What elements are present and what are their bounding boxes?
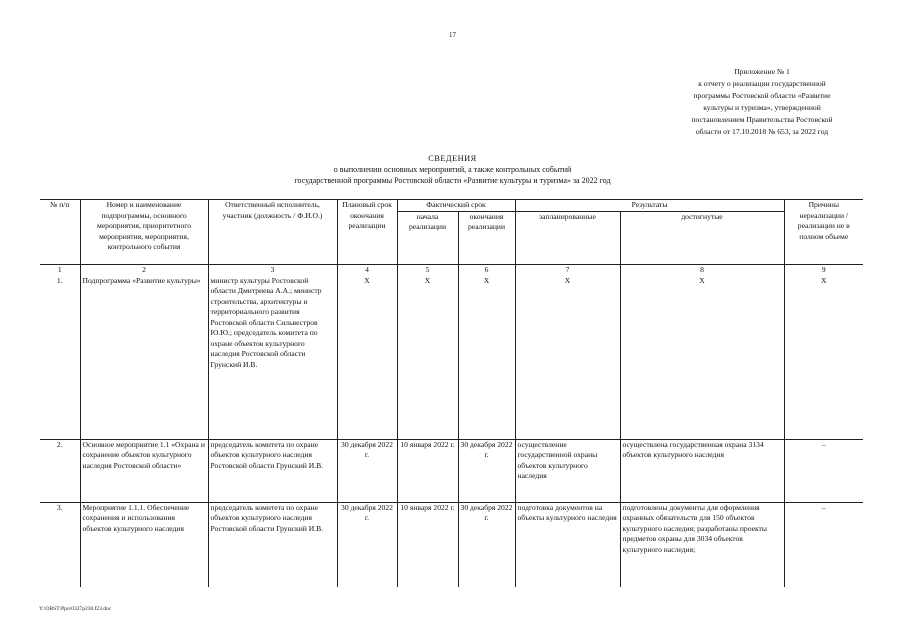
appendix-line: к отчету о реализации государственной	[698, 79, 826, 88]
appendix-line: культуры и туризма», утвержденной	[703, 103, 821, 112]
row-num: 3.	[40, 502, 80, 587]
row-name: Подпрограмма «Развитие культуры»	[80, 276, 208, 440]
row-actual-start: 10 января 2022 г.	[397, 439, 458, 502]
row-planned: 30 декабря 2022 г.	[337, 439, 397, 502]
row-results-achieved: осуществлена государственная охрана 3134 объектов культурного наследия	[620, 439, 784, 502]
column-number: 5	[397, 264, 458, 276]
row-results-achieved: X	[620, 276, 784, 440]
column-number: 2	[80, 264, 208, 276]
row-reasons: –	[784, 439, 863, 502]
header-results-achieved: достигнутые	[620, 211, 784, 264]
row-num: 1.	[40, 276, 80, 440]
column-number: 6	[458, 264, 515, 276]
row-responsible: председатель комитета по охране объектов культурного наследия Ростовской области Грунский И.В.	[208, 439, 337, 502]
column-number: 9	[784, 264, 863, 276]
row-actual-start: X	[397, 276, 458, 440]
appendix-line: программы Ростовской области «Развитие	[693, 91, 831, 100]
row-results-planned: X	[515, 276, 620, 440]
header-planned: Плановый срок окончания реализации	[337, 200, 397, 265]
row-reasons: X	[784, 276, 863, 440]
header-actual-end: окончания реализации	[458, 211, 515, 264]
row-results-planned: осуществление государственной охраны объектов культурного наследия	[515, 439, 620, 502]
column-number: 7	[515, 264, 620, 276]
appendix-line: постановлением Правительства Ростовской	[691, 115, 833, 124]
header-reasons: Причины нереализации / реализации не в полном объеме	[784, 200, 863, 265]
column-number: 8	[620, 264, 784, 276]
table-row	[40, 439, 863, 502]
document-heading	[0, 153, 905, 186]
appendix-line: Приложение № 1	[734, 67, 790, 76]
row-results-planned: подготовка документов на объекты культурного наследия	[515, 502, 620, 587]
row-actual-start: 10 января 2022 г.	[397, 502, 458, 587]
row-name: Основное мероприятие 1.1 «Охрана и сохранение объектов культурного наследия Ростовской области»	[80, 439, 208, 502]
column-number: 4	[337, 264, 397, 276]
column-number: 1	[40, 264, 80, 276]
appendix-line: области от 17.10.2018 № 653, за 2022 год	[695, 127, 829, 136]
row-num: 2.	[40, 439, 80, 502]
header-name: Номер и наименование подпрограммы, основного мероприятия, приоритетного мероприятия, мероприятия, контрольного события	[80, 200, 208, 265]
document-subtitle-line: государственной программы Ростовской области «Развитие культуры и туризма» за 2022 год	[294, 176, 611, 185]
header-actual: Фактический срок	[397, 200, 515, 212]
appendix-note	[612, 66, 905, 138]
header-num: № п/п	[40, 200, 80, 265]
events-table	[40, 199, 863, 587]
document-title: СВЕДЕНИЯ	[428, 154, 477, 163]
document-subtitle-line: о выполнении основных мероприятий, а также контрольных событий	[333, 165, 572, 174]
row-planned: X	[337, 276, 397, 440]
row-actual-end: X	[458, 276, 515, 440]
row-results-achieved: подготовлены документы для оформления охранных обязательств для 150 объектов культурного наследия; разработаны проекты предметов охраны для 3034 объектов культурного наследия;	[620, 502, 784, 587]
header-results-planned: запланированные	[515, 211, 620, 264]
row-responsible: министр культуры Ростовской области Дмитриева А.А.; министр строительства, архитектуры и территориального развития Ростовской области Сильвестров Ю.Ю.; председатель комитета по охране объектов культурного наследия Ростовской области Грунский И.В.	[208, 276, 337, 440]
row-responsible: председатель комитета по охране объектов культурного наследия Ростовской области Грунский И.В.	[208, 502, 337, 587]
table-row	[40, 276, 863, 440]
row-reasons: –	[784, 502, 863, 587]
header-responsible: Ответственный исполнитель, участник (должность / Ф.И.О.)	[208, 200, 337, 265]
row-actual-end: 30 декабря 2022 г.	[458, 439, 515, 502]
row-planned: 30 декабря 2022 г.	[337, 502, 397, 587]
table-header-row	[40, 200, 863, 212]
column-number: 3	[208, 264, 337, 276]
page-number: 17	[449, 31, 456, 39]
row-actual-end: 30 декабря 2022 г.	[458, 502, 515, 587]
header-results: Результаты	[515, 200, 784, 212]
header-actual-start: начала реализации	[397, 211, 458, 264]
file-path-footer: Y:\ORST\Ppo\0327p230.f23.doc	[39, 606, 112, 612]
table-row	[40, 502, 863, 587]
row-name: Мероприятие 1.1.1. Обеспечение сохранения и использования объектов культурного наследия	[80, 502, 208, 587]
column-number-row	[40, 264, 863, 276]
